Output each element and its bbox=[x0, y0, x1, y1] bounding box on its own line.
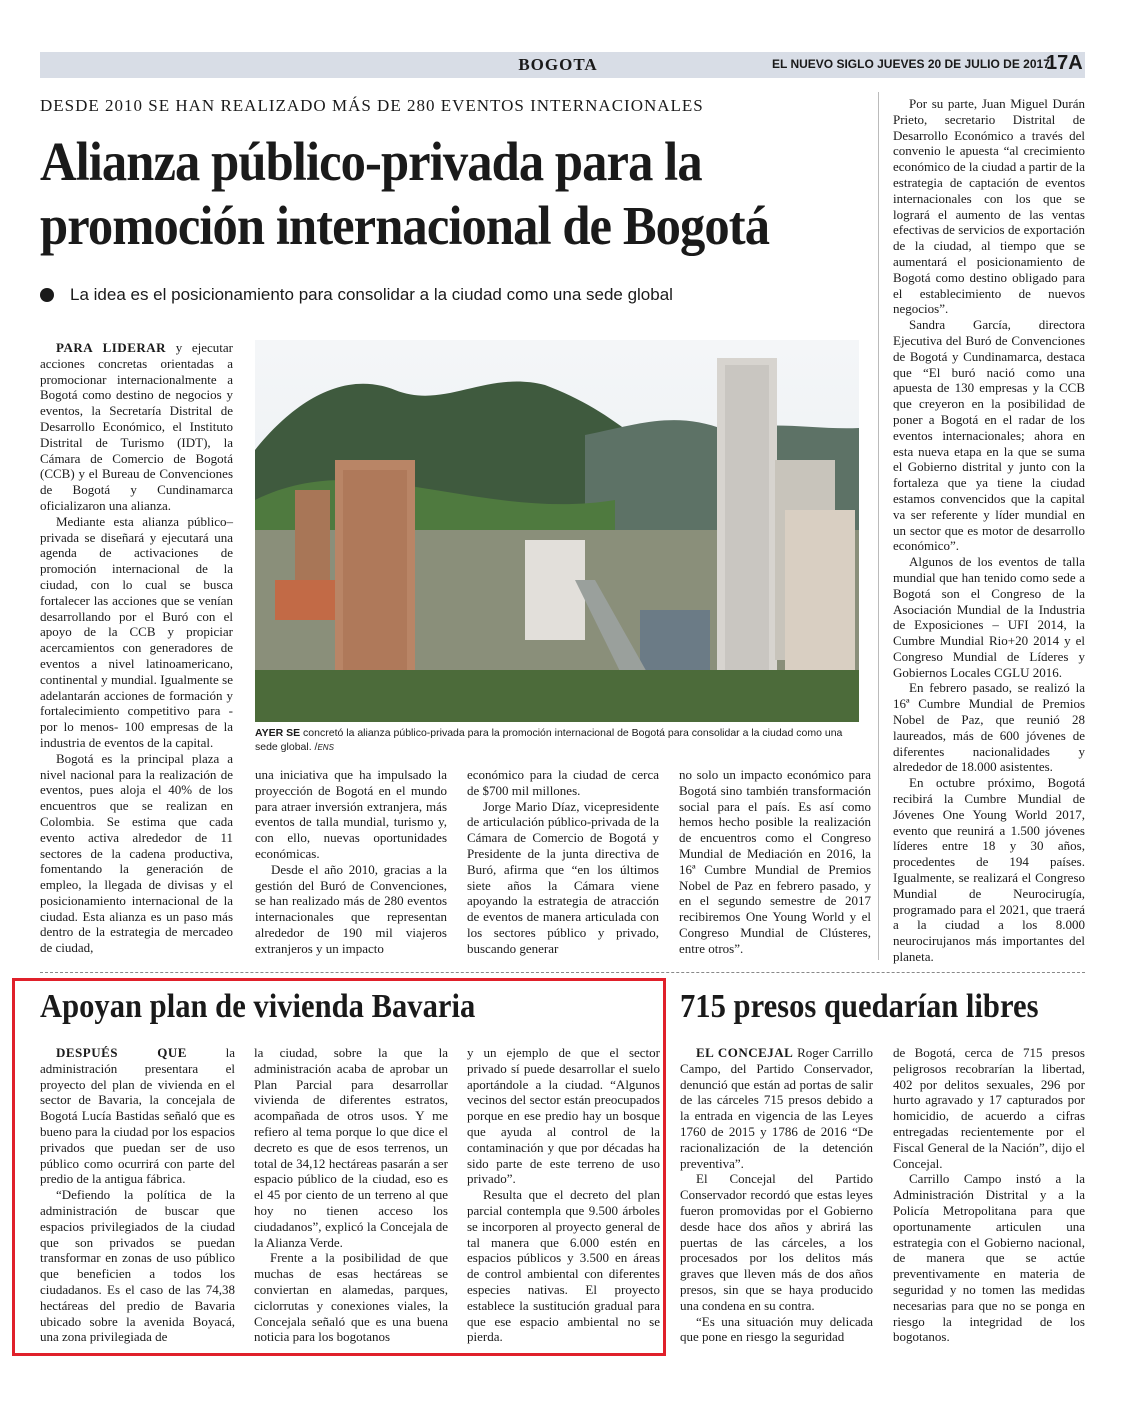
photo-credit: ENS bbox=[317, 743, 334, 752]
article-headline bbox=[40, 130, 813, 258]
city-photo bbox=[255, 340, 859, 722]
presos-column-2: de Bogotá, cerca de 715 presos peligrosos recobrarían la libertad, 402 por delitos sexuales, 296 por hurto agravado y 17 capturados por homicidio, de acuerdo a cifras entregadas recientemente por el Fiscal General de la Nación”, dijo el Concejal. Carrillo Campo instó a la Administración Distrital y a la Policía Metropolitana para que oportunamente articulen una estrategia con el Gobierno nacional, de manera que se actúe preventivamente en materia de seguridad y no tomen las medidas necesarias para que no se ponga en riesgo la integridad de los bogotanos. bbox=[893, 1045, 1085, 1345]
column-divider bbox=[878, 92, 879, 960]
article-kicker: DESDE 2010 SE HAN REALIZADO MÁS DE 280 EVENTOS INTERNACIONALES bbox=[40, 96, 704, 115]
headline-line-2: promoción internacional de Bogotá bbox=[40, 195, 770, 256]
lead-in: EL CONCEJAL bbox=[696, 1045, 794, 1060]
main-column-2: una iniciativa que ha impulsado la proyección de Bogotá en el mundo para atraer inversión extranjera, más eventos de talla mundial, turismo y, con ello, nuevas oportunidades económicas. Desde el año 2010, gracias a la gestión del Buró de Convenciones, se han realizado más de 280 eventos internacionales que representan alrededor de 190 mil viajeros extranjeros y un impacto bbox=[255, 767, 447, 956]
main-column-3: económico para la ciudad de cerca de $700 mil millones. Jorge Mario Díaz, vicepresidente de articulación público-privada de la Cámara de Comercio de Bogotá y Presidente de la junta directiva de Buró, afirma que “en los últimos siete años la Cámara viene apoyando la estrategia de atracción de eventos de manera articulada con los sectores público y privado, buscando generar bbox=[467, 767, 659, 956]
photo-caption: AYER SE concretó la alianza público-privada para la promoción internacional de Bogotá para consolidar a la ciudad como una sede global. /ENS bbox=[255, 727, 843, 753]
main-column-4: no solo un impacto económico para Bogotá sino también transformación social para el país. Es así como hemos hecho posible la realización de encuentros como el Congreso Mundial de Mediación en 2016, la 16ª Cumbre Mundial de Premios Nobel de Paz en febrero pasado, y en el segundo semestre de 2017 recibiremos One Young World y el Congreso Mundial de Clústeres, entre otros”. bbox=[679, 767, 871, 956]
article-subtitle: La idea es el posicionamiento para consolidar a la ciudad como una sede global bbox=[40, 285, 673, 305]
presos-column-1: EL CONCEJAL Roger Carrillo Campo, del Partido Conservador, denunció que están ad portas de salir de las cárceles 715 presos debido a la entrada en vigencia de las Leyes 1760 de 2015 y 1786 de 2016 “De racionalización de la detención preventiva”. El Concejal del Partido Conservador recordó que estas leyes fueron promovidas por el Gobierno desde hace dos años y abrirá las puertas de las cárceles, a los procesados por los delitos más graves que lleven más de dos años presos, sin que se haya producido una condena en su contra. “Es una situación muy delicada que pone en riesgo la seguridad bbox=[680, 1045, 873, 1345]
publication-date-line: EL NUEVO SIGLO JUEVES 20 DE JULIO DE 2017 bbox=[772, 57, 1050, 71]
headline-line-1: Alianza público-privada para la bbox=[40, 131, 702, 192]
lead-in: DESPUÉS QUE bbox=[56, 1045, 187, 1060]
main-column-1: PARA LIDERAR y ejecutar acciones concretas orientadas a promocionar internacionalmente a Bogotá como destino de negocios y eventos, la Secretaría Distrital de Desarrollo Económico, el Instituto Distrital de Turismo (IDT), la Cámara de Comercio de Bogotá (CCB) y el Bureau de Convenciones de Bogotá y Cundinamarca oficializaron una alianza. Mediante esta alianza público–privada se diseñará y ejecutará una agenda de activaciones de promoción internacional de la ciudad, con lo cual se busca fortalecer las acciones que se venían desarrollando por el Buró con el apoyo de la CCB y propiciar acercamientos con generadores de eventos a nivel latinoamericano, continental y mundial. Igualmente se adelantarán acciones de formación y fortalecimiento competitivo para -por lo menos- 100 empresas de la industria de eventos de la capital. Bogotá es la principal plaza a nivel nacional para la realización de eventos, pues aloja el 40% de los encuentros que se realizan en Colombia. Se estima que cada evento activa alrededor de 11 sectores de la cadena productiva, fomentando la generación de empleo, la llegada de divisas y el posicionamiento internacional de la ciudad. Esta alianza es un paso más dentro de la estrategia de mercadeo de ciudad, bbox=[40, 340, 233, 956]
section-name: BOGOTA bbox=[518, 55, 598, 74]
bavaria-column-2: la ciudad, sobre la que la administración acaba de aprobar un Plan Parcial para desarrollar vivienda de diferentes estratos, acompañada de otros usos. Y me refiero al tema porque lo que dice el decreto es que de esos terrenos, un total de 34,12 hectáreas pasarán a ser espacio público de la ciudad, eso es el 45 por ciento de un terreno al que hoy no tienen acceso los ciudadanos”, explicó la Concejala de la Alianza Verde. Frente a la posibilidad de que muchas de esas hectáreas se conviertan en alamedas, parques, ciclorrutas y conexiones viales, la Concejala señaló que es una buena noticia para los bogotanos bbox=[254, 1045, 448, 1345]
bavaria-column-1: DESPUÉS QUE la administración presentara el proyecto del plan de vivienda en el sector de Bavaria, la concejala de Bogotá Lucía Bastidas señaló que es bueno para la ciudad por los espacios privados que puedan ser de uso público como ocurrirá con parte del predio de la antigua fábrica. “Defiendo la política de la administración de buscar que espacios privilegiados de la ciudad que son privados se puedan transformar en zonas de uso público que beneficien a todos los ciudadanos. Es el caso de las 74,38 hectáreas del predio de Bavaria ubicado sobre la avenida Boyacá, una zona privilegiada de bbox=[40, 1045, 235, 1345]
presos-headline: 715 presos quedarían libres bbox=[680, 988, 1039, 1025]
bavaria-headline: Apoyan plan de vivienda Bavaria bbox=[40, 988, 476, 1025]
section-divider bbox=[40, 972, 1085, 973]
page-number: 17A bbox=[1046, 52, 1083, 74]
bavaria-column-3: y un ejemplo de que el sector privado sí puede desarrollar el suelo aportándole a la ciudad. “Algunos vecinos del sector están preocupados porque en ese predio hay un bosque que ayuda al control de la contaminación y que por décadas ha sido parte de este terreno de uso privado”. Resulta que el decreto del plan parcial contempla que 9.500 árboles se incorporen al proyecto general de tal manera que 6.000 estén en espacios públicos y 3.500 en áreas de control ambiental con diferentes especies nativas. El proyecto establece la sustitución gradual para que ese espacio ambiental no se pierda. bbox=[467, 1045, 660, 1345]
main-column-right: Por su parte, Juan Miguel Durán Prieto, secretario Distrital de Desarrollo Económico a través del convenio le apuesta “al crecimiento económico de la ciudad a partir de la estrategia de captación de eventos internacionales con los que se logrará el aumento de las ventas efectivas de servicios de exportación de la ciudad, al tiempo que se aumentará el posicionamiento de Bogotá como destino obligado para el establecimiento de nuevos negocios”. Sandra García, directora Ejecutiva del Buró de Convenciones de Bogotá y Cundinamarca, destaca que “El buró nació como una apuesta de 130 empresas y la CCB que creyeron en la posibilidad de poner a Bogotá en el radar de los eventos internacionales; ahora en esta nueva etapa en la que se suma el Gobierno distrital y junto con la fortaleza que ya tiene la ciudad estamos convencidos que la capital va ser referente y líder mundial en un sector que es motor de desarrollo económico”. Algunos de los eventos de talla mundial que han tenido como sede a Bogotá son el Congreso de la Asociación Mundial de la Industria de Exposiciones – UFI 2014, la Cumbre Mundial Rio+20 2014 y el Congreso Mundial de Líderes y Gobiernos Locales CGLU 2016. En febrero pasado, se realizó la 16ª Cumbre Mundial de Premios Nobel de Paz, que reunió 28 laureados, más de 600 jóvenes de diferentes nacionalidades y alrededor de 18.000 asistentes. En octubre próximo, Bogotá recibirá la Cumbre Mundial de Jóvenes One Young World 2017, evento que reunirá a 1.500 jóvenes líderes entre 18 y 30 años, procedentes de 194 países. Igualmente, se realizará el Congreso Mundial de Neurocirugía, programado para el 2021, que traerá a la ciudad a los 8.000 neurocirujanos más importantes del planeta. bbox=[893, 96, 1085, 965]
bullet-icon bbox=[40, 288, 54, 302]
lead-in: PARA LIDERAR bbox=[56, 340, 167, 355]
